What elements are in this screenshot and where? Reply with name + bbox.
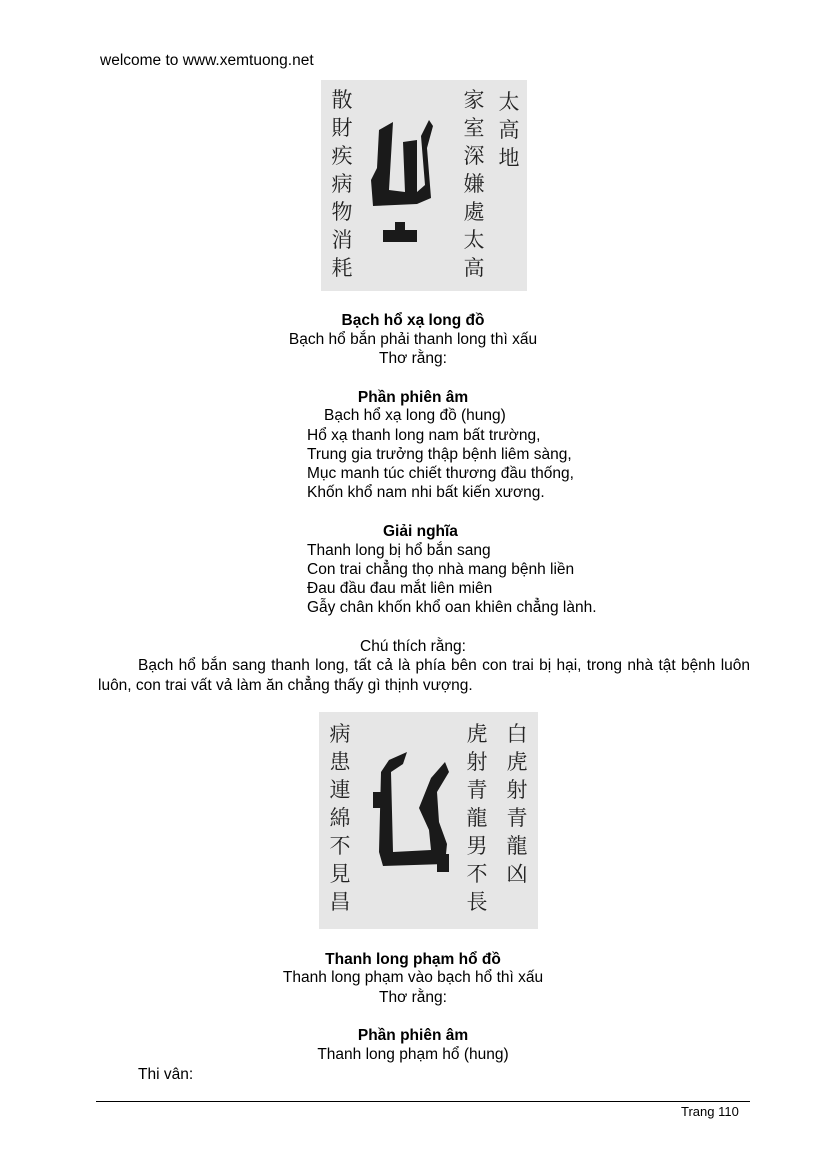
site-header: welcome to www.xemtuong.net: [100, 52, 314, 69]
section2-title: Thanh long phạm hổ đồ: [325, 951, 501, 968]
chinese-column-middle: 家室深嫌處太高: [463, 88, 485, 280]
giai-nghia-line: Con trai chẳng thọ nhà mang bệnh liền: [307, 561, 575, 578]
section2-phien-am-title: Phần phiên âm: [357, 1027, 469, 1044]
section1-tho-rang: Thơ rằng:: [379, 350, 447, 367]
diagram-image-bach-ho-xa-long: [321, 80, 527, 291]
chinese-column-left: 散財疾病物消耗: [331, 88, 353, 280]
section1-subtitle: Bạch hổ bắn phải thanh long thì xấu: [288, 331, 538, 348]
section2-subtitle: Thanh long phạm vào bạch hổ thì xấu: [282, 969, 544, 986]
section2-tho-rang: Thơ rằng:: [379, 989, 447, 1006]
section1-title: Bạch hổ xạ long đồ: [341, 312, 485, 329]
giai-nghia-line: Gẫy chân khốn khổ oan khiên chẳng lành.: [307, 599, 597, 616]
chinese-column-left: 病患連綿不見昌: [329, 722, 351, 914]
section2-phien-am-line: Thanh long phạm hổ (hung): [317, 1046, 509, 1063]
chinese-column-right: 太高地: [498, 90, 520, 170]
terrain-shape-icon: [321, 80, 527, 291]
section1-phien-am-title: Phần phiên âm: [357, 389, 469, 406]
footer-rule: [96, 1101, 750, 1102]
thi-van-label: Thi vân:: [138, 1066, 194, 1083]
terrain-shape-icon: [319, 712, 538, 929]
page-number: Trang 110: [681, 1104, 739, 1119]
phien-am-line: Hổ xạ thanh long nam bất trường,: [307, 427, 541, 444]
phien-am-line: Bạch hổ xạ long đồ (hung): [324, 407, 506, 424]
phien-am-line: Khốn khổ nam nhi bất kiến xương.: [307, 484, 545, 501]
diagram-image-thanh-long-pham-ho: [319, 712, 538, 929]
phien-am-line: Trung gia trưởng thập bệnh liêm sàng,: [307, 446, 572, 463]
section1-giai-nghia-title: Giải nghĩa: [383, 523, 458, 540]
phien-am-line: Mục manh túc chiết thương đầu thống,: [307, 465, 574, 482]
giai-nghia-line: Thanh long bị hổ bắn sang: [307, 542, 491, 559]
chinese-column-middle: 虎射青龍男不長: [466, 722, 488, 914]
chinese-column-right: 白虎射青龍凶: [506, 722, 528, 886]
chu-thich-title: Chú thích rằng:: [360, 638, 466, 655]
chu-thich-paragraph: Bạch hổ bắn sang thanh long, tất cả là phía bên con trai bị hại, trong nhà tật bệnh luôn luôn, con trai vất vả làm ăn chẳng thấy gì thịnh vượng.: [98, 657, 750, 694]
giai-nghia-line: Đau đầu đau mắt liên miên: [307, 580, 493, 597]
